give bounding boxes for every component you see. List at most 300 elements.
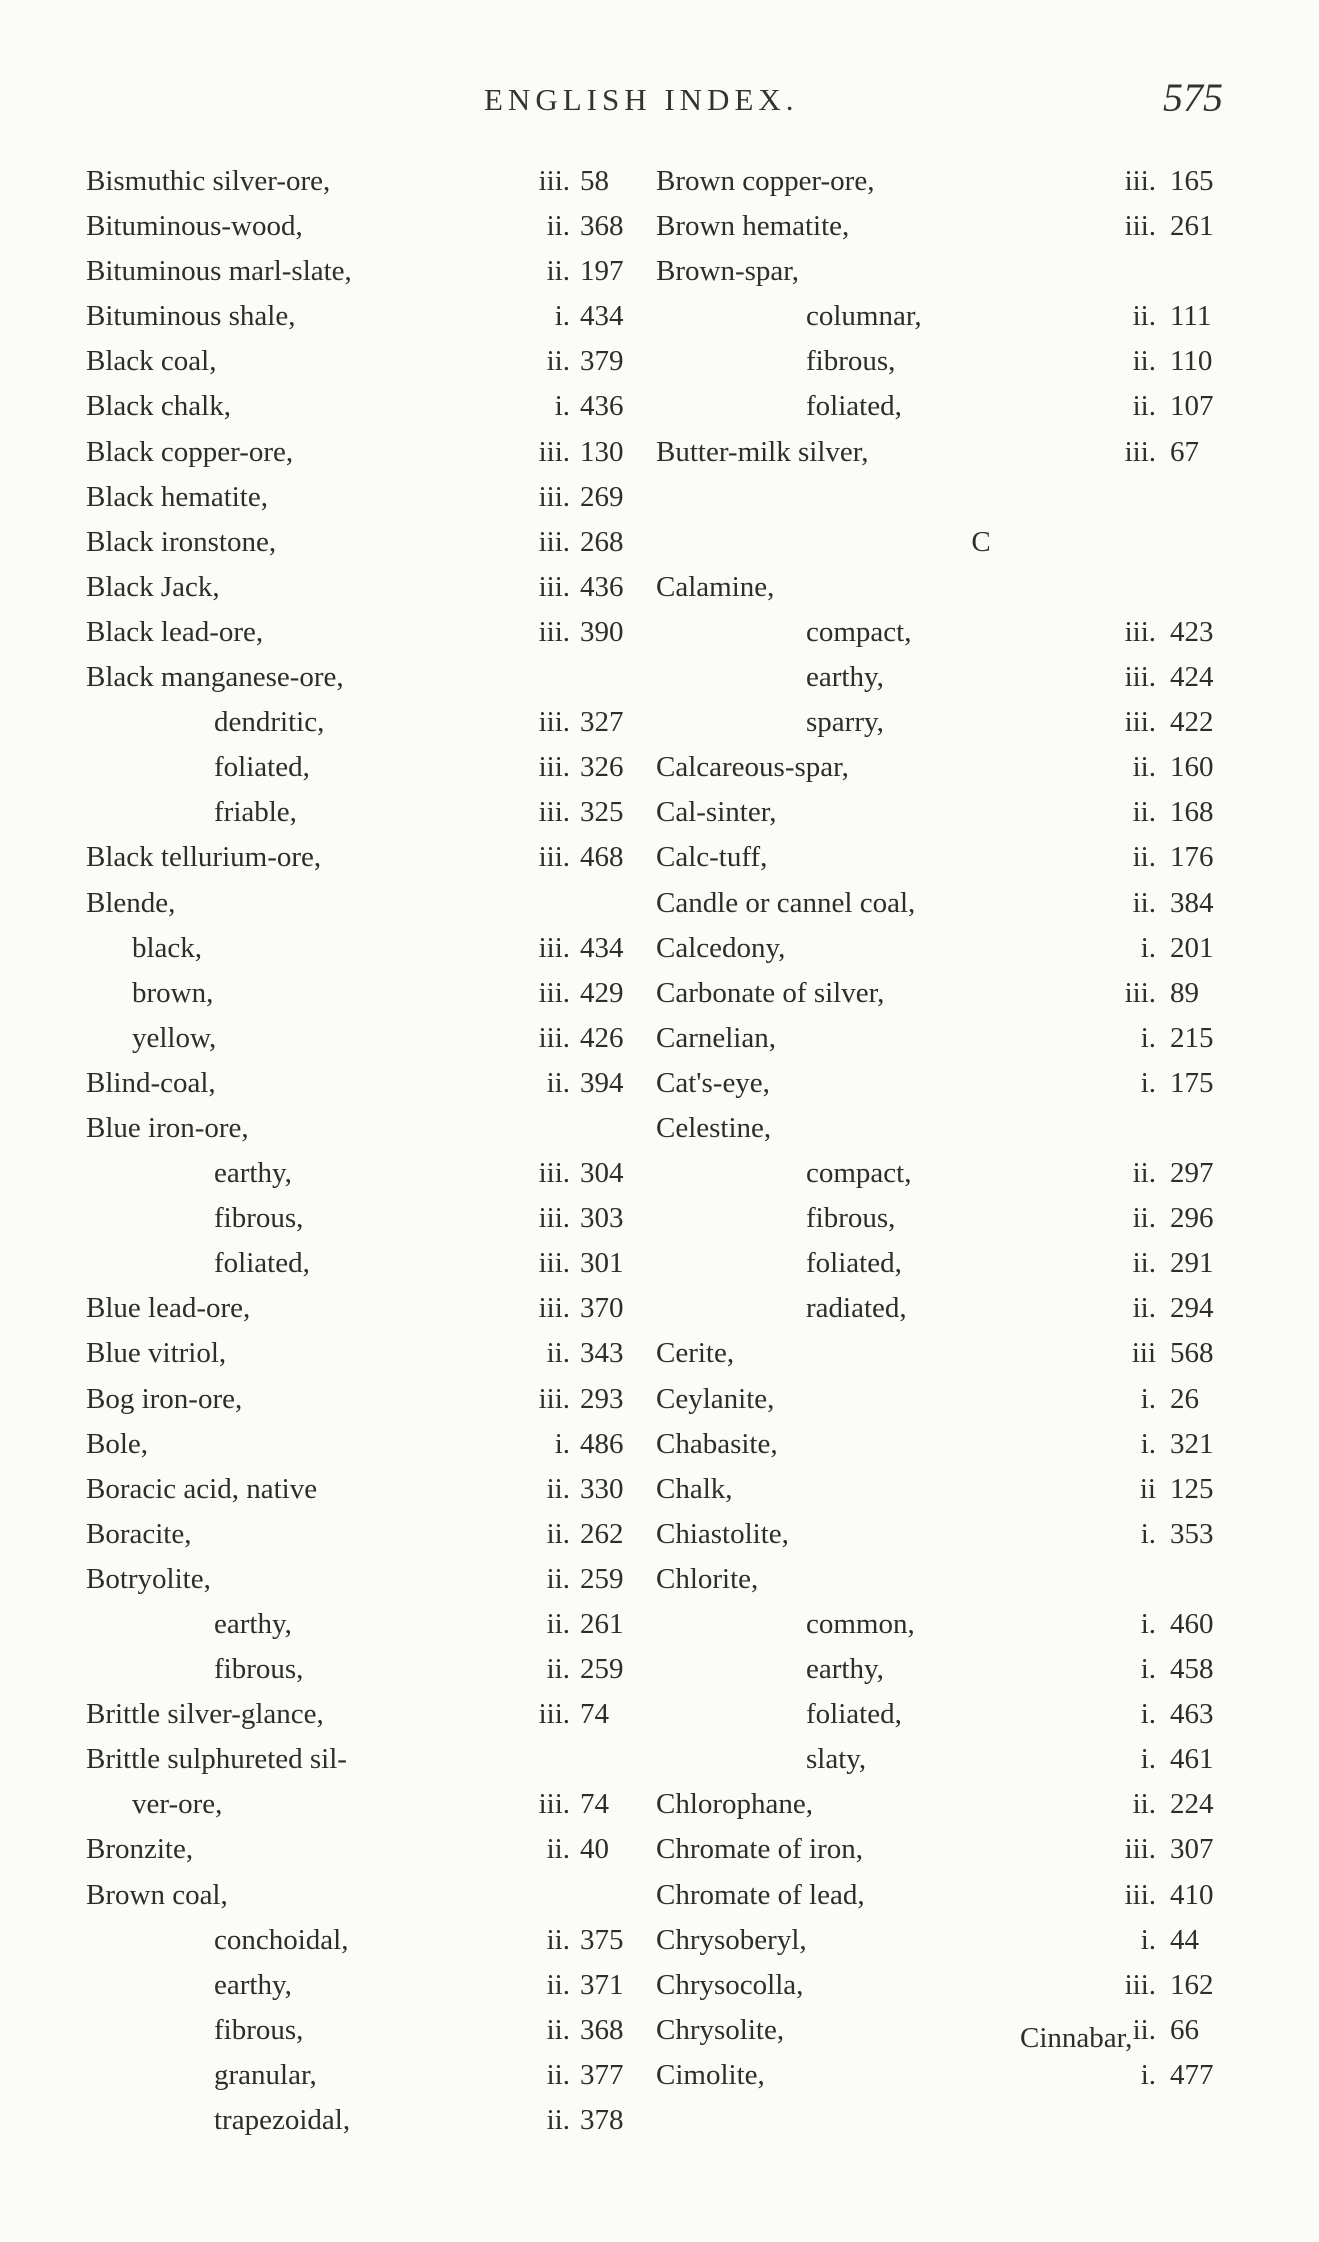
entry-term: compact, — [806, 615, 912, 648]
entry-term: Bituminous marl-slate, — [86, 255, 352, 288]
index-entry — [86, 977, 646, 1022]
entry-volume: i. — [1140, 1427, 1156, 1460]
entry-page: 410 — [1170, 1878, 1214, 1911]
entry-term: Chalk, — [656, 1472, 733, 1505]
entry-volume: i. — [1140, 1517, 1156, 1550]
entry-volume: ii. — [1132, 390, 1156, 423]
entry-page: 40 — [580, 1833, 609, 1866]
index-entry — [86, 165, 646, 210]
entry-volume: iii. — [538, 1382, 570, 1415]
entry-term: sparry, — [806, 706, 884, 739]
entry-volume: ii. — [546, 2058, 570, 2091]
index-entry — [656, 1518, 1236, 1563]
entry-term: friable, — [214, 796, 297, 829]
index-entry — [656, 1112, 1236, 1157]
index-entry — [656, 255, 1236, 300]
entry-volume: i. — [1140, 1066, 1156, 1099]
entry-term: Brown hematite, — [656, 210, 850, 243]
entry-volume: ii. — [546, 210, 570, 243]
entry-page: 461 — [1170, 1743, 1214, 1776]
entry-volume: iii. — [538, 751, 570, 784]
entry-term: fibrous, — [214, 1653, 304, 1686]
entry-volume: i. — [1140, 1923, 1156, 1956]
entry-volume: ii. — [546, 2013, 570, 2046]
index-entry — [86, 1563, 646, 1608]
entry-term: Bole, — [86, 1427, 149, 1460]
entry-volume: ii. — [546, 1608, 570, 1640]
entry-volume: iii. — [1124, 165, 1156, 197]
entry-term: Calc-tuff, — [656, 841, 768, 874]
index-entry — [86, 661, 646, 706]
entry-page: 125 — [1170, 1472, 1214, 1505]
entry-term: granular, — [214, 2058, 317, 2091]
entry-volume: ii. — [546, 1066, 570, 1099]
entry-page: 375 — [580, 1923, 624, 1956]
entry-volume: iii. — [1124, 661, 1156, 694]
entry-page: 426 — [580, 1021, 624, 1054]
index-entry — [86, 1608, 646, 1653]
entry-term: Chromate of lead, — [656, 1878, 865, 1911]
entry-volume: ii. — [546, 1517, 570, 1550]
index-entry — [656, 1653, 1236, 1698]
entry-page: 353 — [1170, 1517, 1214, 1550]
entry-term: Calcedony, — [656, 931, 786, 964]
entry-volume: ii. — [1132, 751, 1156, 784]
entry-term: Calcareous-spar, — [656, 751, 849, 784]
entry-page: 468 — [580, 841, 624, 874]
entry-volume: iii. — [1124, 976, 1156, 1009]
index-entry — [656, 390, 1236, 435]
index-column-right — [656, 165, 1236, 2104]
index-entry — [656, 616, 1236, 661]
index-entry — [656, 2014, 1236, 2059]
entry-term: Boracite, — [86, 1517, 192, 1550]
index-entry — [656, 1292, 1236, 1337]
entry-volume: iii. — [1124, 706, 1156, 739]
entry-term: Cerite, — [656, 1337, 735, 1370]
index-entry — [656, 841, 1236, 886]
index-entry — [656, 1563, 1236, 1608]
entry-volume: ii. — [1132, 1788, 1156, 1821]
entry-page: 294 — [1170, 1292, 1214, 1325]
entry-volume: iii. — [538, 796, 570, 829]
entry-page: 434 — [580, 300, 624, 333]
entry-page: 291 — [1170, 1247, 1214, 1280]
entry-page: 307 — [1170, 1833, 1214, 1866]
entry-page: 371 — [580, 1968, 624, 2001]
entry-volume: ii. — [546, 1653, 570, 1686]
entry-page: 423 — [1170, 615, 1214, 648]
entry-volume: iii. — [538, 480, 570, 513]
entry-term: Black chalk, — [86, 390, 231, 423]
entry-page: 321 — [1170, 1427, 1214, 1460]
entry-volume: iii. — [538, 1157, 570, 1190]
index-entry — [656, 887, 1236, 932]
entry-volume: iii. — [538, 570, 570, 603]
index-entry — [86, 1292, 646, 1337]
index-entry — [656, 1833, 1236, 1878]
entry-volume: ii. — [1132, 300, 1156, 333]
entry-volume: i. — [1140, 1743, 1156, 1776]
entry-term: Brown coal, — [86, 1878, 228, 1911]
entry-page: 130 — [580, 435, 624, 468]
entry-volume: iii. — [538, 435, 570, 468]
index-entry — [86, 1112, 646, 1157]
entry-term: Celestine, — [656, 1111, 772, 1144]
entry-volume: iii — [1131, 1337, 1156, 1370]
entry-page: 66 — [1170, 2013, 1199, 2046]
index-entry — [656, 300, 1236, 345]
entry-term: Blue vitriol, — [86, 1337, 227, 1370]
index-entry — [656, 1022, 1236, 1067]
index-entry — [86, 1969, 646, 2014]
index-entry — [656, 210, 1236, 255]
entry-volume: iii. — [1124, 1968, 1156, 2001]
entry-volume: ii. — [546, 255, 570, 288]
entry-term: conchoidal, — [214, 1923, 349, 1956]
entry-page: 165 — [1170, 165, 1214, 197]
entry-page: 297 — [1170, 1157, 1214, 1190]
entry-page: 197 — [580, 255, 624, 288]
entry-term: earthy, — [214, 1608, 292, 1640]
index-entry — [656, 345, 1236, 390]
entry-volume: ii. — [1132, 2013, 1156, 2046]
entry-volume: ii. — [546, 1968, 570, 2001]
index-entry — [86, 300, 646, 345]
entry-page: 262 — [580, 1517, 624, 1550]
entry-term: Bituminous shale, — [86, 300, 296, 333]
entry-term: Brittle silver-glance, — [86, 1698, 324, 1731]
entry-term: Brown-spar, — [656, 255, 800, 288]
entry-volume: iii. — [538, 1021, 570, 1054]
entry-term: Chabasite, — [656, 1427, 778, 1460]
entry-term: Ceylanite, — [656, 1382, 775, 1415]
entry-page: 368 — [580, 210, 624, 243]
entry-page: 378 — [580, 2104, 624, 2137]
entry-volume: i. — [1140, 2058, 1156, 2091]
entry-page: 58 — [580, 165, 609, 197]
entry-volume: ii. — [1132, 841, 1156, 874]
entry-page: 160 — [1170, 751, 1214, 784]
entry-page: 176 — [1170, 841, 1214, 874]
entry-volume: iii. — [538, 841, 570, 874]
index-entry — [86, 706, 646, 751]
index-entry — [656, 1337, 1236, 1382]
entry-term: Botryolite, — [86, 1562, 211, 1595]
entry-page: 296 — [1170, 1202, 1214, 1235]
entry-page: 301 — [580, 1247, 624, 1280]
entry-term: fibrous, — [806, 1202, 896, 1235]
entry-term: compact, — [806, 1157, 912, 1190]
page-number: 575 — [1163, 75, 1223, 120]
index-entry — [656, 796, 1236, 841]
index-entry — [86, 1157, 646, 1202]
entry-page: 261 — [580, 1608, 624, 1640]
index-entry — [656, 1202, 1236, 1247]
entry-page: 224 — [1170, 1788, 1214, 1821]
entry-term: Brittle sulphureted sil- — [86, 1743, 347, 1776]
index-entry — [86, 390, 646, 435]
entry-page: 168 — [1170, 796, 1214, 829]
index-entry — [86, 436, 646, 481]
entry-term: Chrysolite, — [656, 2013, 785, 2046]
index-entry — [656, 1743, 1236, 1788]
entry-volume: iii. — [538, 1788, 570, 1821]
entry-volume: ii. — [546, 1562, 570, 1595]
entry-term: foliated, — [806, 1698, 902, 1731]
entry-page: 44 — [1170, 1923, 1199, 1956]
entry-page: 568 — [1170, 1337, 1214, 1370]
entry-volume: i. — [1140, 931, 1156, 964]
index-entry — [656, 661, 1236, 706]
entry-page: 261 — [1170, 210, 1214, 243]
entry-term: Chlorite, — [656, 1562, 759, 1595]
entry-volume: ii. — [546, 1472, 570, 1505]
entry-page: 486 — [580, 1427, 624, 1460]
entry-volume: i. — [1140, 1608, 1156, 1640]
entry-term: trapezoidal, — [214, 2104, 351, 2137]
entry-page: 107 — [1170, 390, 1214, 423]
index-entry — [86, 1247, 646, 1292]
entry-page: 269 — [580, 480, 624, 513]
index-entry — [86, 796, 646, 841]
entry-page: 259 — [580, 1653, 624, 1686]
index-entry — [656, 1157, 1236, 1202]
entry-term: Bismuthic silver-ore, — [86, 165, 331, 197]
entry-volume: ii. — [1132, 1292, 1156, 1325]
running-head: ENGLISH INDEX. — [484, 82, 799, 117]
entry-page: 74 — [580, 1698, 609, 1731]
entry-page: 201 — [1170, 931, 1214, 964]
entry-term: Chromate of iron, — [656, 1833, 863, 1866]
section-letter — [656, 526, 1236, 571]
entry-term: Black coal, — [86, 345, 217, 378]
index-entry — [86, 481, 646, 526]
entry-volume: iii. — [1124, 615, 1156, 648]
entry-volume: iii. — [1124, 210, 1156, 243]
index-entry — [86, 932, 646, 977]
index-entry — [656, 1428, 1236, 1473]
index-entry — [86, 1428, 646, 1473]
entry-page: 436 — [580, 390, 624, 423]
entry-page: 424 — [1170, 661, 1214, 694]
index-entry — [656, 1969, 1236, 2014]
entry-page: 434 — [580, 931, 624, 964]
entry-page: 458 — [1170, 1653, 1214, 1686]
entry-page: 394 — [580, 1066, 624, 1099]
entry-term: Black manganese-ore, — [86, 661, 344, 694]
entry-page: 89 — [1170, 976, 1199, 1009]
entry-volume: iii. — [538, 1698, 570, 1731]
entry-term: Bronzite, — [86, 1833, 194, 1866]
entry-volume: iii. — [538, 976, 570, 1009]
entry-term: earthy, — [806, 661, 884, 694]
entry-volume: i. — [554, 390, 570, 423]
index-entry — [86, 616, 646, 661]
entry-term: Butter-milk silver, — [656, 435, 869, 468]
entry-term: Bituminous-wood, — [86, 210, 303, 243]
index-entry — [86, 1022, 646, 1067]
entry-term: radiated, — [806, 1292, 907, 1325]
entry-volume: ii. — [546, 1923, 570, 1956]
index-entry — [656, 571, 1236, 616]
entry-term: Black ironstone, — [86, 525, 277, 558]
index-entry — [656, 436, 1236, 481]
entry-page: 326 — [580, 751, 624, 784]
entry-term: black, — [132, 931, 203, 964]
entry-volume: ii. — [1132, 886, 1156, 919]
index-entry — [86, 571, 646, 616]
entry-page: 429 — [580, 976, 624, 1009]
index-entry — [656, 706, 1236, 751]
entry-term: Cimolite, — [656, 2058, 765, 2091]
index-entry — [656, 1247, 1236, 1292]
index-entry — [86, 2014, 646, 2059]
index-entry — [86, 1879, 646, 1924]
entry-term: Cal-sinter, — [656, 796, 777, 829]
entry-page: 330 — [580, 1472, 624, 1505]
entry-term: earthy, — [214, 1968, 292, 2001]
entry-term: Calamine, — [656, 570, 775, 603]
entry-volume: ii. — [546, 1833, 570, 1866]
index-entry — [656, 977, 1236, 1022]
entry-term: earthy, — [806, 1653, 884, 1686]
entry-volume: iii. — [538, 525, 570, 558]
index-entry — [656, 1698, 1236, 1743]
entry-term: Black lead-ore, — [86, 615, 264, 648]
entry-term: Black hematite, — [86, 480, 268, 513]
entry-page: 110 — [1170, 345, 1213, 378]
entry-term: fibrous, — [214, 2013, 304, 2046]
index-entry — [86, 1383, 646, 1428]
index-entry — [656, 2059, 1236, 2104]
index-entry — [656, 932, 1236, 977]
index-entry — [86, 1067, 646, 1112]
entry-term: Brown copper-ore, — [656, 165, 875, 197]
entry-volume: i. — [1140, 1382, 1156, 1415]
entry-term: fibrous, — [806, 345, 896, 378]
index-entry — [86, 1473, 646, 1518]
index-entry — [86, 1202, 646, 1247]
entry-term: Bog iron-ore, — [86, 1382, 243, 1415]
index-entry — [86, 526, 646, 571]
entry-term: Cat's-eye, — [656, 1066, 770, 1099]
entry-page: 304 — [580, 1157, 624, 1190]
entry-volume: iii. — [538, 931, 570, 964]
entry-page: 422 — [1170, 706, 1214, 739]
entry-term: foliated, — [214, 751, 310, 784]
index-entry — [656, 165, 1236, 210]
index-entry — [86, 2059, 646, 2104]
entry-volume: ii. — [1132, 1247, 1156, 1280]
entry-term: foliated, — [806, 1247, 902, 1280]
index-entry — [86, 1924, 646, 1969]
entry-term: Chlorophane, — [656, 1788, 814, 1821]
index-entry — [656, 1067, 1236, 1112]
entry-term: Blue lead-ore, — [86, 1292, 251, 1325]
entry-volume: iii. — [538, 615, 570, 648]
entry-page: 303 — [580, 1202, 624, 1235]
entry-term: Blue iron-ore, — [86, 1111, 249, 1144]
entry-term: slaty, — [806, 1743, 867, 1776]
entry-term: yellow, — [132, 1021, 217, 1054]
entry-page: 74 — [580, 1788, 609, 1821]
entry-page: 477 — [1170, 2058, 1214, 2091]
entry-volume: ii. — [546, 1337, 570, 1370]
index-entry — [656, 1383, 1236, 1428]
entry-page: 343 — [580, 1337, 624, 1370]
entry-volume: i. — [1140, 1698, 1156, 1731]
entry-page: 293 — [580, 1382, 624, 1415]
index-entry — [656, 1924, 1236, 1969]
entry-term: foliated, — [806, 390, 902, 423]
entry-page: 175 — [1170, 1066, 1214, 1099]
index-entry — [656, 1879, 1236, 1924]
entry-page: 390 — [580, 615, 624, 648]
entry-term: Chrysocolla, — [656, 1968, 804, 2001]
entry-page: 379 — [580, 345, 624, 378]
page-header — [0, 75, 1319, 132]
entry-volume: i. — [1140, 1021, 1156, 1054]
index-column-left — [86, 165, 646, 2149]
catchword: Cinnabar, — [1020, 2022, 1133, 2054]
entry-page: 368 — [580, 2013, 624, 2046]
entry-volume: iii. — [538, 706, 570, 739]
entry-term: Black copper-ore, — [86, 435, 294, 468]
entry-page: 259 — [580, 1562, 624, 1595]
entry-page: 325 — [580, 796, 624, 829]
entry-term: common, — [806, 1608, 915, 1640]
entry-term: Carbonate of silver, — [656, 976, 885, 1009]
entry-term: Carnelian, — [656, 1021, 776, 1054]
entry-page: 384 — [1170, 886, 1214, 919]
entry-page: 460 — [1170, 1608, 1214, 1640]
entry-volume: iii. — [538, 1202, 570, 1235]
index-entry — [86, 1337, 646, 1382]
entry-page: 26 — [1170, 1382, 1199, 1415]
entry-page: 111 — [1170, 300, 1212, 333]
entry-term: brown, — [132, 976, 214, 1009]
entry-term: columnar, — [806, 300, 922, 333]
entry-term: C — [971, 525, 991, 558]
index-entry — [656, 1473, 1236, 1518]
index-entry — [86, 345, 646, 390]
entry-term: Chrysoberyl, — [656, 1923, 807, 1956]
index-entry — [86, 1743, 646, 1788]
index-entry — [656, 751, 1236, 796]
entry-term: dendritic, — [214, 706, 325, 739]
entry-volume: ii. — [1132, 1157, 1156, 1190]
entry-volume: ii. — [546, 2104, 570, 2137]
index-entry — [86, 887, 646, 932]
entry-page: 370 — [580, 1292, 624, 1325]
entry-page: 162 — [1170, 1968, 1214, 2001]
entry-volume: iii. — [538, 1292, 570, 1325]
entry-term: Candle or cannel coal, — [656, 886, 916, 919]
entry-term: Black Jack, — [86, 570, 220, 603]
entry-volume: iii. — [1124, 1878, 1156, 1911]
entry-volume: i. — [1140, 1653, 1156, 1686]
entry-term: foliated, — [214, 1247, 310, 1280]
entry-term: ver-ore, — [132, 1788, 223, 1821]
entry-page: 327 — [580, 706, 624, 739]
index-entry — [86, 751, 646, 796]
entry-page: 377 — [580, 2058, 624, 2091]
entry-term: earthy, — [214, 1157, 292, 1190]
entry-volume: ii. — [1132, 1202, 1156, 1235]
entry-volume: iii. — [1124, 435, 1156, 468]
entry-volume: ii — [1139, 1472, 1156, 1505]
